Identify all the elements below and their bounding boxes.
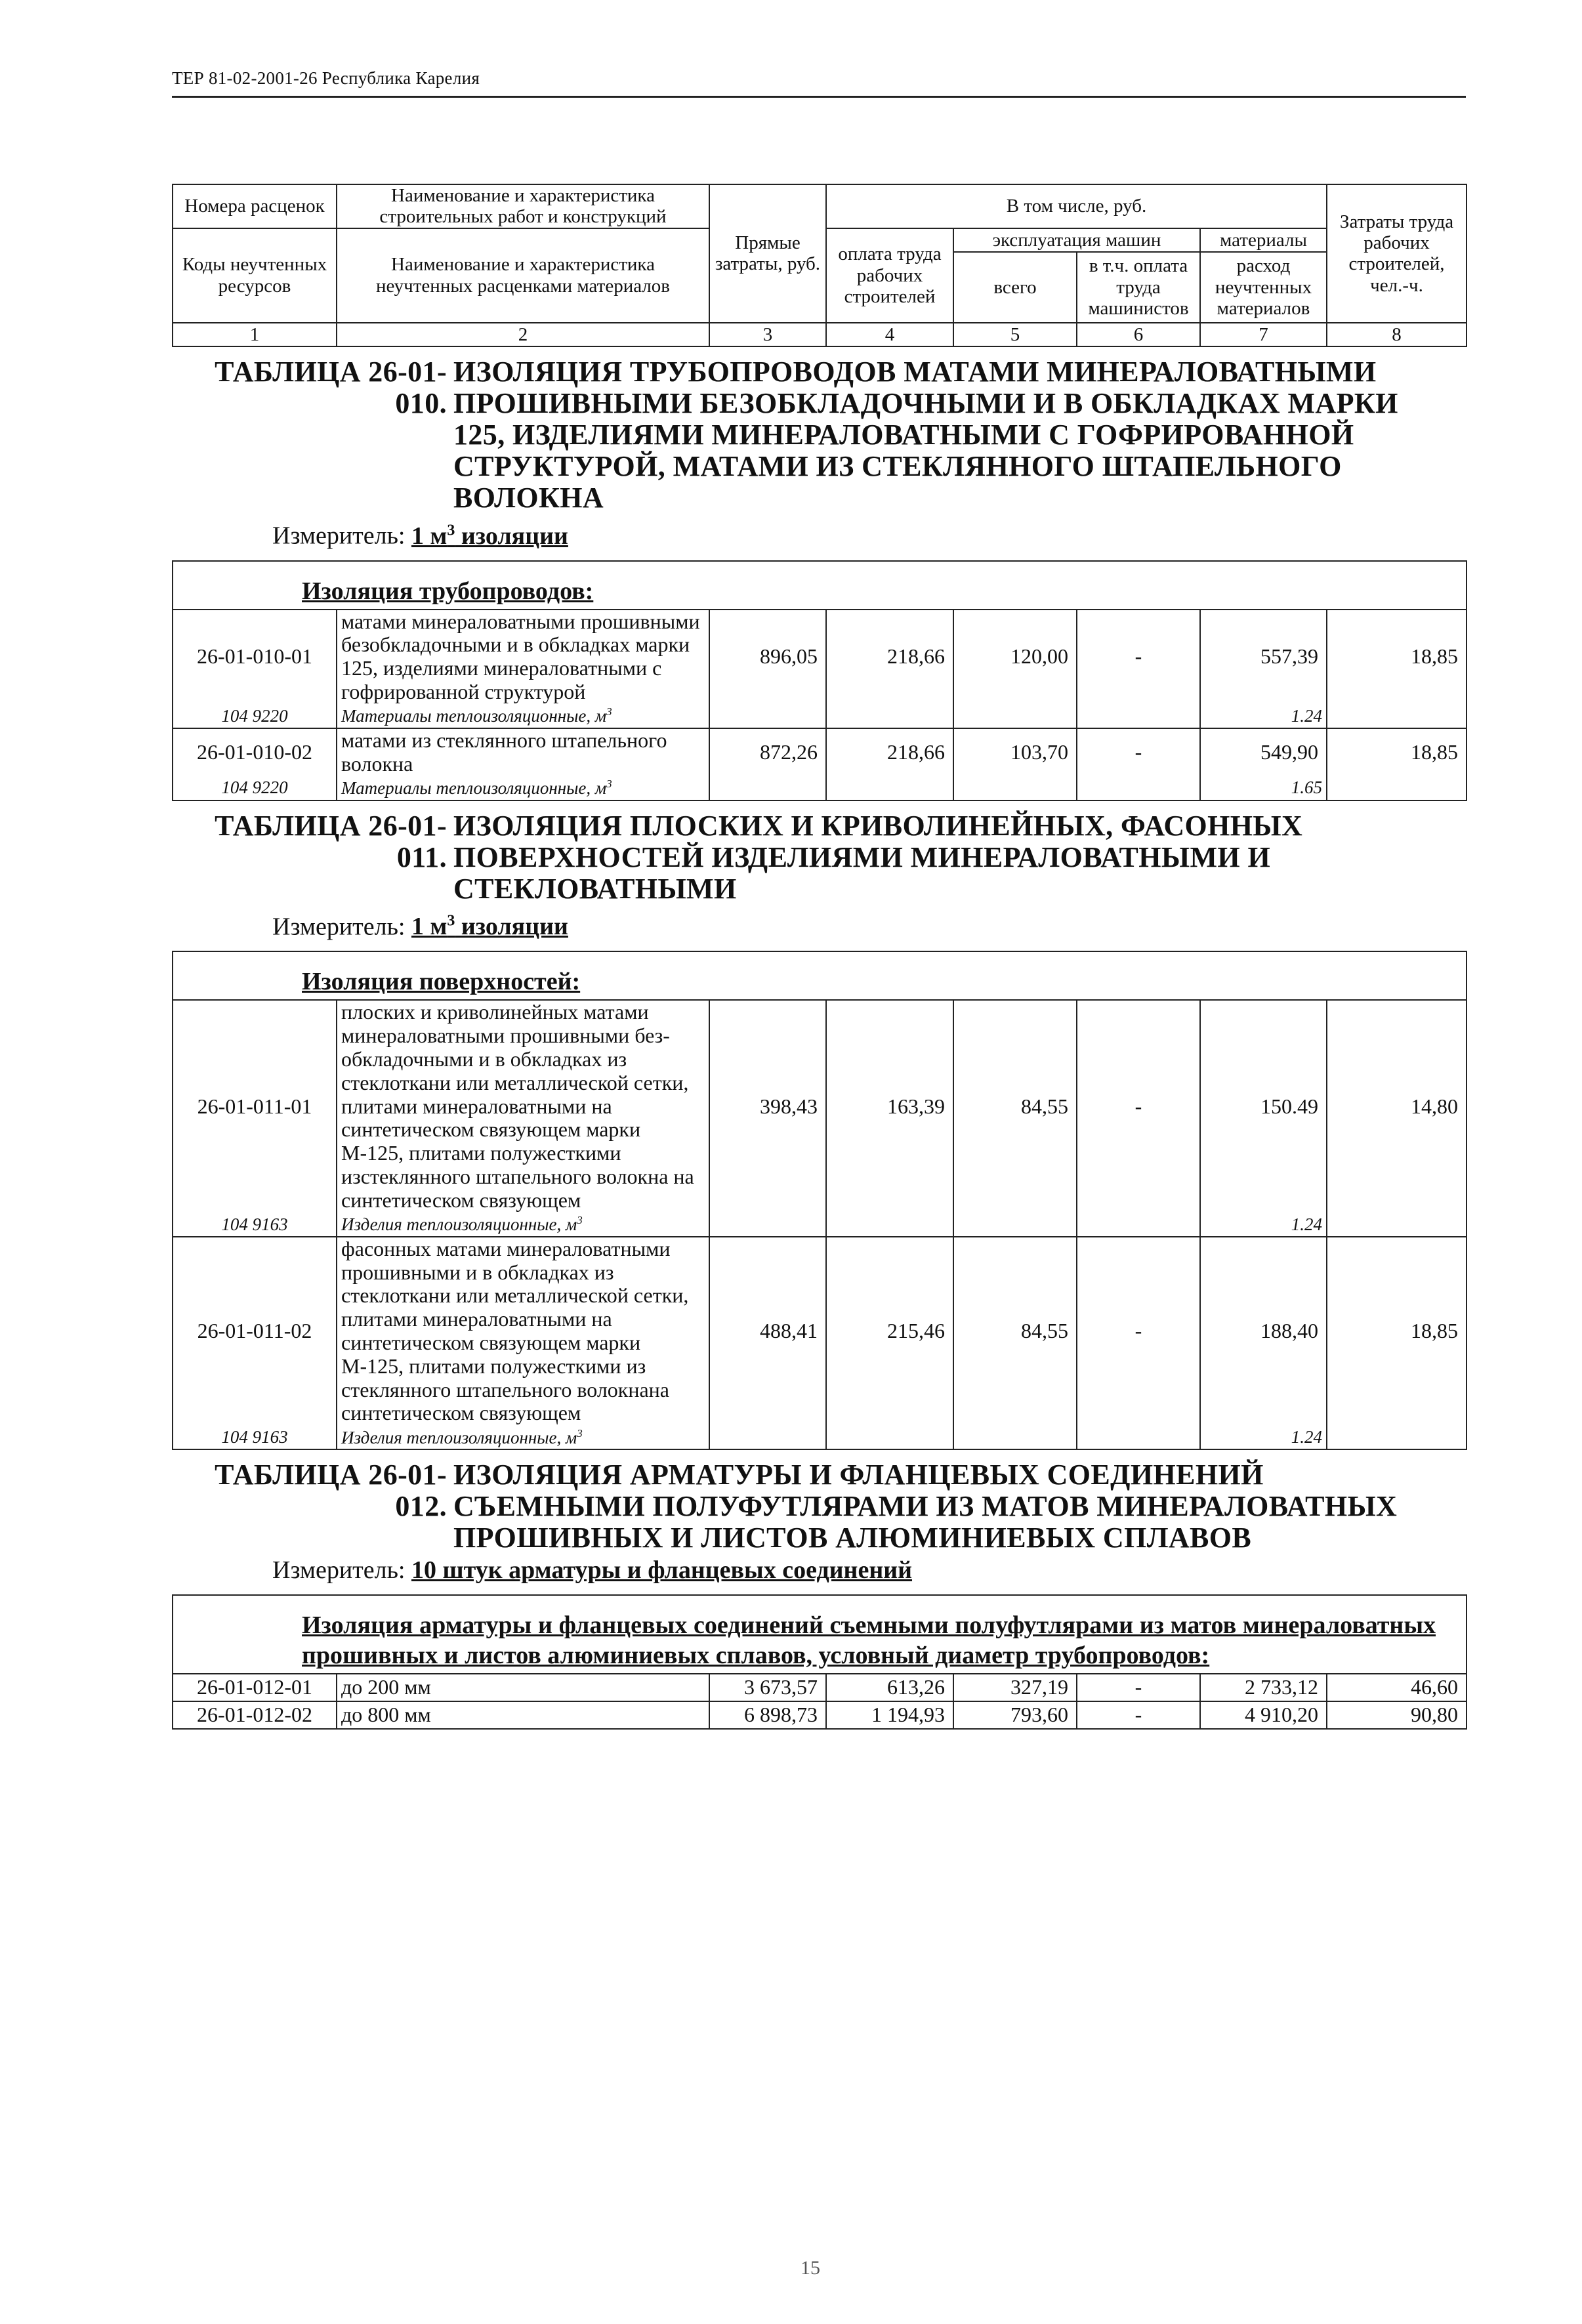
- table-row: [173, 610, 1467, 704]
- table-number: ТАБЛИЦА 26-01-011.: [215, 809, 447, 873]
- table-row: [173, 1701, 1467, 1729]
- col-materials-header: материалы: [1200, 228, 1327, 252]
- page-number: 15: [801, 2257, 820, 2279]
- col-wages-header: оплата труда рабочих строителей: [826, 228, 953, 323]
- measure-unit: [272, 905, 1467, 951]
- material-row: [173, 1425, 1467, 1449]
- col-direct-header: Прямые затраты, руб.: [709, 184, 826, 323]
- col-resource-codes-header: Коды неучтенных ресурсов: [173, 228, 337, 323]
- col-number: 1: [173, 323, 337, 346]
- material-costs: 150.49: [1200, 1000, 1327, 1212]
- material-costs: 549,90: [1200, 728, 1327, 776]
- header-rule: [172, 96, 1466, 98]
- measure-value: 1 $м^3$ изоляции: [411, 521, 568, 550]
- labor-costs: 90,80: [1327, 1701, 1467, 1729]
- table-title: [173, 347, 1467, 514]
- col-number: 3: [709, 323, 826, 346]
- running-title: ТЕР 81-02-2001-26 Республика Карелия: [172, 68, 480, 88]
- resource-code: 104 9163: [173, 1213, 337, 1237]
- col-number: 4: [826, 323, 953, 346]
- material-name: Материалы теплоизоляционные, $м^3$: [337, 776, 709, 800]
- section-title: Изоляция арматуры и фланцевых соединений съемными полуфутлярами из матов минераловатных прошивных и листов алюминиевых сплавов, условный диаметр трубопроводов:: [302, 1611, 1436, 1670]
- rate-code: 26-01-011-02: [173, 1237, 337, 1426]
- rate-description: до 800 мм: [337, 1701, 709, 1729]
- col-material-name-header: Наименование и характеристика неучтенных расценками материалов: [337, 228, 709, 323]
- table-section-26-01-011: [173, 800, 1467, 1450]
- rate-description: плоских и криволинейных матами минераловатными прошивными без- обкладочными и в обкладках из стеклоткани или металлической сетки, плитами минераловатными на синтетическом связующем марки М-125, плитами полужесткими изстеклянного штапельного волокна на синтетическом связующем: [337, 1000, 709, 1212]
- measure-label: Измеритель:: [272, 522, 406, 550]
- direct-costs: 896,05: [709, 610, 826, 704]
- machinist-wages: -: [1077, 1237, 1200, 1426]
- col-number: 8: [1327, 323, 1467, 346]
- rate-description: фасонных матами минераловатными прошивными и в обкладках из стеклоткани или металлической сетки, плитами минераловатными на синтетическом связующем марки М-125, плитами полужесткими из стеклянного штапельного волокнана синтетическом связующем: [337, 1237, 709, 1426]
- col-number: 6: [1077, 323, 1200, 346]
- direct-costs: 488,41: [709, 1237, 826, 1426]
- col-number: 2: [337, 323, 709, 346]
- col-machines-total-header: всего: [953, 252, 1077, 323]
- col-number: 7: [1200, 323, 1327, 346]
- machinist-wages: -: [1077, 1000, 1200, 1212]
- labor-costs: 14,80: [1327, 1000, 1467, 1212]
- material-costs: 2 733,12: [1200, 1674, 1327, 1701]
- rate-description: до 200 мм: [337, 1674, 709, 1701]
- resource-code: 104 9163: [173, 1425, 337, 1449]
- labor-costs: 18,85: [1327, 728, 1467, 776]
- material-quantity: 1.24: [1200, 1425, 1327, 1449]
- worker-wages: 218,66: [826, 610, 953, 704]
- material-name: Изделия теплоизоляционные, $м^3$: [337, 1213, 709, 1237]
- table-row: [173, 728, 1467, 776]
- rate-code: 26-01-010-01: [173, 610, 337, 704]
- col-machine-wages-header: в т.ч. оплата труда машинистов: [1077, 252, 1200, 323]
- rate-code: 26-01-010-02: [173, 728, 337, 776]
- material-row: [173, 1213, 1467, 1237]
- col-codes-header: Номера расценок: [173, 184, 337, 228]
- machinist-wages: -: [1077, 610, 1200, 704]
- table-header: [173, 184, 1467, 346]
- direct-costs: 3 673,57: [709, 1674, 826, 1701]
- col-including-header: В том числе, руб.: [826, 184, 1327, 228]
- resource-code: 104 9220: [173, 776, 337, 800]
- measure-unit: [272, 1554, 1467, 1594]
- rate-description: матами минераловатными прошивными безобкладочными и в обкладках марки 125, изделиями минераловатными с гофрированной структурой: [337, 610, 709, 704]
- table-section-26-01-012: [173, 1449, 1467, 1729]
- labor-costs: 18,85: [1327, 1237, 1467, 1426]
- machinist-wages: -: [1077, 728, 1200, 776]
- table-number: ТАБЛИЦА 26-01-012.: [215, 1459, 447, 1523]
- material-costs: 4 910,20: [1200, 1701, 1327, 1729]
- material-row: [173, 704, 1467, 728]
- table-row: [173, 1237, 1467, 1426]
- section-title: Изоляция трубопроводов:: [302, 577, 594, 605]
- labor-costs: 18,85: [1327, 610, 1467, 704]
- table-caption: ИЗОЛЯЦИЯ ПЛОСКИХ И КРИВОЛИНЕЙНЫХ, ФАСОННЫХ ПОВЕРХНОСТЕЙ ИЗДЕЛИЯМИ МИНЕРАЛОВАТНЫМИ И СТЕКЛОВАТНЫМИ: [453, 809, 1303, 905]
- table-row: [173, 1000, 1467, 1212]
- machine-costs: 120,00: [953, 610, 1077, 704]
- col-number: 5: [953, 323, 1077, 346]
- material-name: Изделия теплоизоляционные, $м^3$: [337, 1425, 709, 1449]
- material-quantity: 1.65: [1200, 776, 1327, 800]
- worker-wages: 613,26: [826, 1674, 953, 1701]
- material-name: Материалы теплоизоляционные, $м^3$: [337, 704, 709, 728]
- direct-costs: 6 898,73: [709, 1701, 826, 1729]
- table-caption: ИЗОЛЯЦИЯ ТРУБОПРОВОДОВ МАТАМИ МИНЕРАЛОВАТНЫМИ ПРОШИВНЫМИ БЕЗОБКЛАДОЧНЫМИ И В ОБКЛАДКАХ МАРКИ 125, ИЗДЕЛИЯМИ МИНЕРАЛОВАТНЫМИ С ГОФРИРОВАННОЙ СТРУКТУРОЙ, МАТАМИ ИЗ СТЕКЛЯННОГО ШТАПЕЛЬНОГО ВОЛОКНА: [453, 355, 1398, 514]
- worker-wages: 163,39: [826, 1000, 953, 1212]
- resource-code: 104 9220: [173, 704, 337, 728]
- section-title: Изоляция поверхностей:: [302, 968, 581, 996]
- material-costs: 557,39: [1200, 610, 1327, 704]
- machine-costs: 327,19: [953, 1674, 1077, 1701]
- table-title: [173, 801, 1467, 905]
- measure-value: 10 штук арматуры и фланцевых соединений: [411, 1556, 913, 1585]
- table-caption: ИЗОЛЯЦИЯ АРМАТУРЫ И ФЛАНЦЕВЫХ СОЕДИНЕНИЙ СЪЕМНЫМИ ПОЛУФУТЛЯРАМИ ИЗ МАТОВ МИНЕРАЛОВАТНЫХ ПРОШИВНЫХ И ЛИСТОВ АЛЮМИНИЕВЫХ СПЛАВОВ: [453, 1459, 1398, 1554]
- worker-wages: 218,66: [826, 728, 953, 776]
- col-machines-header: эксплуатация машин: [953, 228, 1200, 252]
- machine-costs: 793,60: [953, 1701, 1077, 1729]
- table-row: [173, 1674, 1467, 1701]
- measure-unit: [272, 514, 1467, 560]
- col-materials-consumption-header: расход неучтенных материалов: [1200, 252, 1327, 323]
- col-labor-header: Затраты труда рабочих строителей, чел.-ч.: [1327, 184, 1467, 323]
- worker-wages: 1 194,93: [826, 1701, 953, 1729]
- measure-value: 1 $м^3$ изоляции: [411, 912, 568, 941]
- rate-code: 26-01-012-01: [173, 1674, 337, 1701]
- rate-code: 26-01-012-02: [173, 1701, 337, 1729]
- measure-label: Измеритель:: [272, 1556, 406, 1585]
- labor-costs: 46,60: [1327, 1674, 1467, 1701]
- machine-costs: 84,55: [953, 1237, 1077, 1426]
- machine-costs: 103,70: [953, 728, 1077, 776]
- table-section-26-01-010: [173, 346, 1467, 800]
- material-quantity: 1.24: [1200, 1213, 1327, 1237]
- price-table: [172, 184, 1467, 1730]
- material-quantity: 1.24: [1200, 704, 1327, 728]
- machine-costs: 84,55: [953, 1000, 1077, 1212]
- machinist-wages: -: [1077, 1674, 1200, 1701]
- table-number: ТАБЛИЦА 26-01-010.: [215, 355, 447, 419]
- col-name-header: Наименование и характеристика строительных работ и конструкций: [337, 184, 709, 228]
- direct-costs: 872,26: [709, 728, 826, 776]
- direct-costs: 398,43: [709, 1000, 826, 1212]
- material-costs: 188,40: [1200, 1237, 1327, 1426]
- worker-wages: 215,46: [826, 1237, 953, 1426]
- rate-code: 26-01-011-01: [173, 1000, 337, 1212]
- column-numbers-row: [173, 323, 1467, 346]
- rate-description: матами из стеклянного штапельного волокна: [337, 728, 709, 776]
- measure-label: Измеритель:: [272, 913, 406, 941]
- material-row: [173, 776, 1467, 800]
- machinist-wages: -: [1077, 1701, 1200, 1729]
- table-title: [173, 1450, 1467, 1554]
